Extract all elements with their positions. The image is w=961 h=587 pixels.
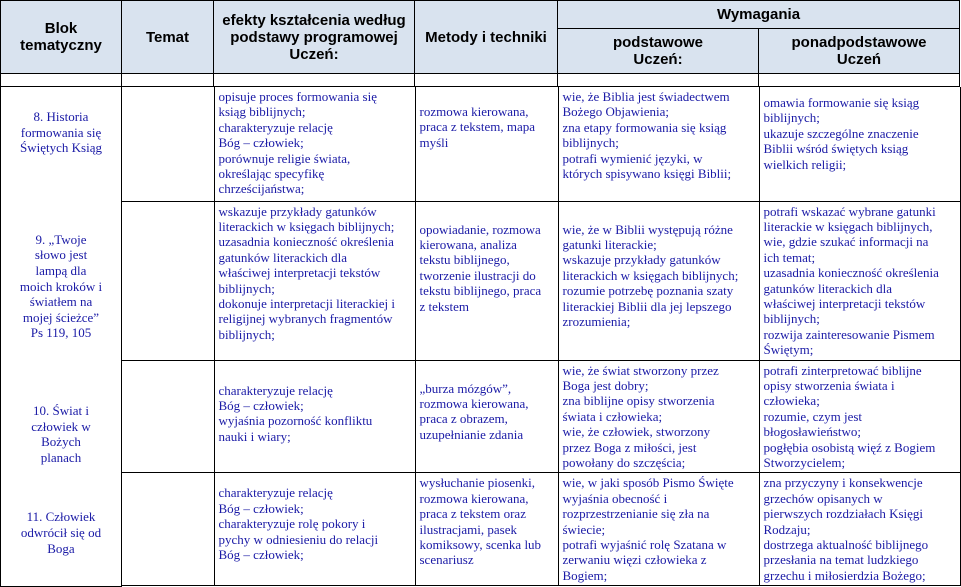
header-blok bbox=[1, 1, 122, 74]
topic-10: 10. Świat i człowiek w Bożych planach bbox=[31, 402, 91, 465]
header-podstawowe bbox=[558, 29, 759, 74]
metody-cell: rozmowa kierowana, praca z tekstem, mapa myśli bbox=[415, 87, 558, 201]
header-ponadpodstawowe-line: Uczeń bbox=[836, 51, 882, 68]
header-efekty-line: Uczeń: bbox=[289, 45, 339, 63]
rows-table bbox=[122, 87, 961, 586]
metody-cell: opowiadanie, rozmowa kierowana, analiza tekstu biblijnego, tworzenie ilustracji do tekstu biblijnego, praca z tekstem bbox=[415, 201, 558, 360]
header-podstawowe-line: Uczeń: bbox=[633, 51, 683, 68]
efekty-cell: charakteryzuje relację Bóg – człowiek; wyjaśnia pozorność konfliktu nauki i wiary; bbox=[214, 360, 415, 473]
table-row-9 bbox=[122, 201, 960, 360]
ponadpodstawowe-cell: potrafi wskazać wybrane gatunki literackie w księgach biblijnych, wie, gdzie szukać informacji na ich temat; uzasadnia konieczność określenia gatunków literackich dla właściwej interpretacji tekstów biblijnych; rozwija zainteresowanie Pismem Świętym; bbox=[759, 201, 960, 360]
ponadpodstawowe-cell: omawia formowanie się ksiąg biblijnych; ukazuje szczególne znaczenie Biblii wśród świętych ksiąg wielkich religii; bbox=[759, 87, 960, 201]
table-row-11 bbox=[122, 473, 960, 586]
podstawowe-cell: wie, że Biblia jest świadectwem Bożego Objawienia; zna etapy formowania się ksiąg biblijnych; potrafi wymienić języki, w których spisywano księgi Biblii; bbox=[558, 87, 759, 201]
header-blok-line: tematyczny bbox=[20, 37, 102, 54]
topic-8: 8. Historia formowania się Świętych Ksiąg bbox=[20, 109, 102, 156]
metody-cell: „burza mózgów”, rozmowa kierowana, praca z obrazem, uzupełnianie zdania bbox=[415, 360, 558, 473]
header-ponadpodstawowe-line: ponadpodstawowe bbox=[791, 34, 927, 51]
header-temat: Temat bbox=[122, 1, 214, 74]
temat-cell bbox=[122, 360, 214, 473]
efekty-cell: wskazuje przykłady gatunków literackich w księgach biblijnych; uzasadnia konieczność określenia gatunków literackich dla właściwej interpretacji tekstów biblijnych; dokonuje interpretacji literackiej i religijnej wybranych fragmentów biblijnych; bbox=[214, 201, 415, 360]
ponadpodstawowe-cell: zna przyczyny i konsekwencje grzechów opisanych w pierwszych rozdziałach Księgi Rodzaju; dostrzega aktualność biblijnego przesłania na temat ludzkiego grzechu i miłosierdzia Bożego; bbox=[759, 473, 960, 586]
ponadpodstawowe-cell: potrafi zinterpretować biblijne opisy stworzenia świata i człowieka; rozumie, czym jest błogosławieństwo; pogłębia osobistą więź z Bogiem Stworzycielem; bbox=[759, 360, 960, 473]
efekty-cell: charakteryzuje relację Bóg – człowiek; charakteryzuje rolę pokory i pychy w odniesieniu do relacji Bóg – człowiek; bbox=[214, 473, 415, 586]
header-ponadpodstawowe bbox=[759, 29, 960, 74]
topics-cell bbox=[1, 87, 122, 587]
temat-cell bbox=[122, 87, 214, 201]
topic-11: 11. Człowiek odwrócił się od Boga bbox=[20, 509, 102, 556]
header-wymagania: Wymagania bbox=[558, 1, 960, 29]
temat-cell bbox=[122, 201, 214, 360]
header-podstawowe-line: podstawowe bbox=[612, 34, 703, 51]
header-efekty-line: podstawy programowej bbox=[230, 28, 398, 46]
spacer-row bbox=[1, 74, 960, 87]
efekty-cell: opisuje proces formowania się ksiąg biblijnych; charakteryzuje relację Bóg – człowiek; porównuje religie świata, określając specyfikę chrześcijaństwa; bbox=[214, 87, 415, 201]
topic-9: 9. „Twoje słowo jest lampą dla moich kroków i światłem na mojej ścieżce” Ps 119, 105 bbox=[19, 231, 103, 341]
table-row bbox=[1, 87, 960, 587]
podstawowe-cell: wie, że w Biblii występują różne gatunki literackie; wskazuje przykłady gatunków literackich w księgach biblijnych; rozumie potrzebę poznania szaty literackiej Biblii dla jej lepszego zrozumienia; bbox=[558, 201, 759, 360]
table-row-10 bbox=[122, 360, 960, 473]
header-efekty bbox=[214, 1, 415, 74]
metody-cell: wysłuchanie piosenki, rozmowa kierowana, praca z tekstem oraz ilustracjami, pasek komiksowy, scenka lub scenariusz bbox=[415, 473, 558, 586]
table-row-8 bbox=[122, 87, 960, 201]
header-efekty-line: efekty kształcenia według bbox=[222, 11, 406, 29]
podstawowe-cell: wie, w jaki sposób Pismo Święte wyjaśnia obecność i rozprzestrzenianie się zła na świecie; potrafi wyjaśnić rolę Szatana w zerwaniu więzi człowieka z Bogiem; bbox=[558, 473, 759, 586]
header-metody: Metody i techniki bbox=[415, 1, 558, 74]
header-blok-line: Blok bbox=[44, 20, 78, 37]
temat-cell bbox=[122, 473, 214, 586]
podstawowe-cell: wie, że świat stworzony przez Boga jest dobry; zna biblijne opisy stworzenia świata i człowieka; wie, że człowiek, stworzony przez Boga z miłości, jest powołany do szczęścia; bbox=[558, 360, 759, 473]
